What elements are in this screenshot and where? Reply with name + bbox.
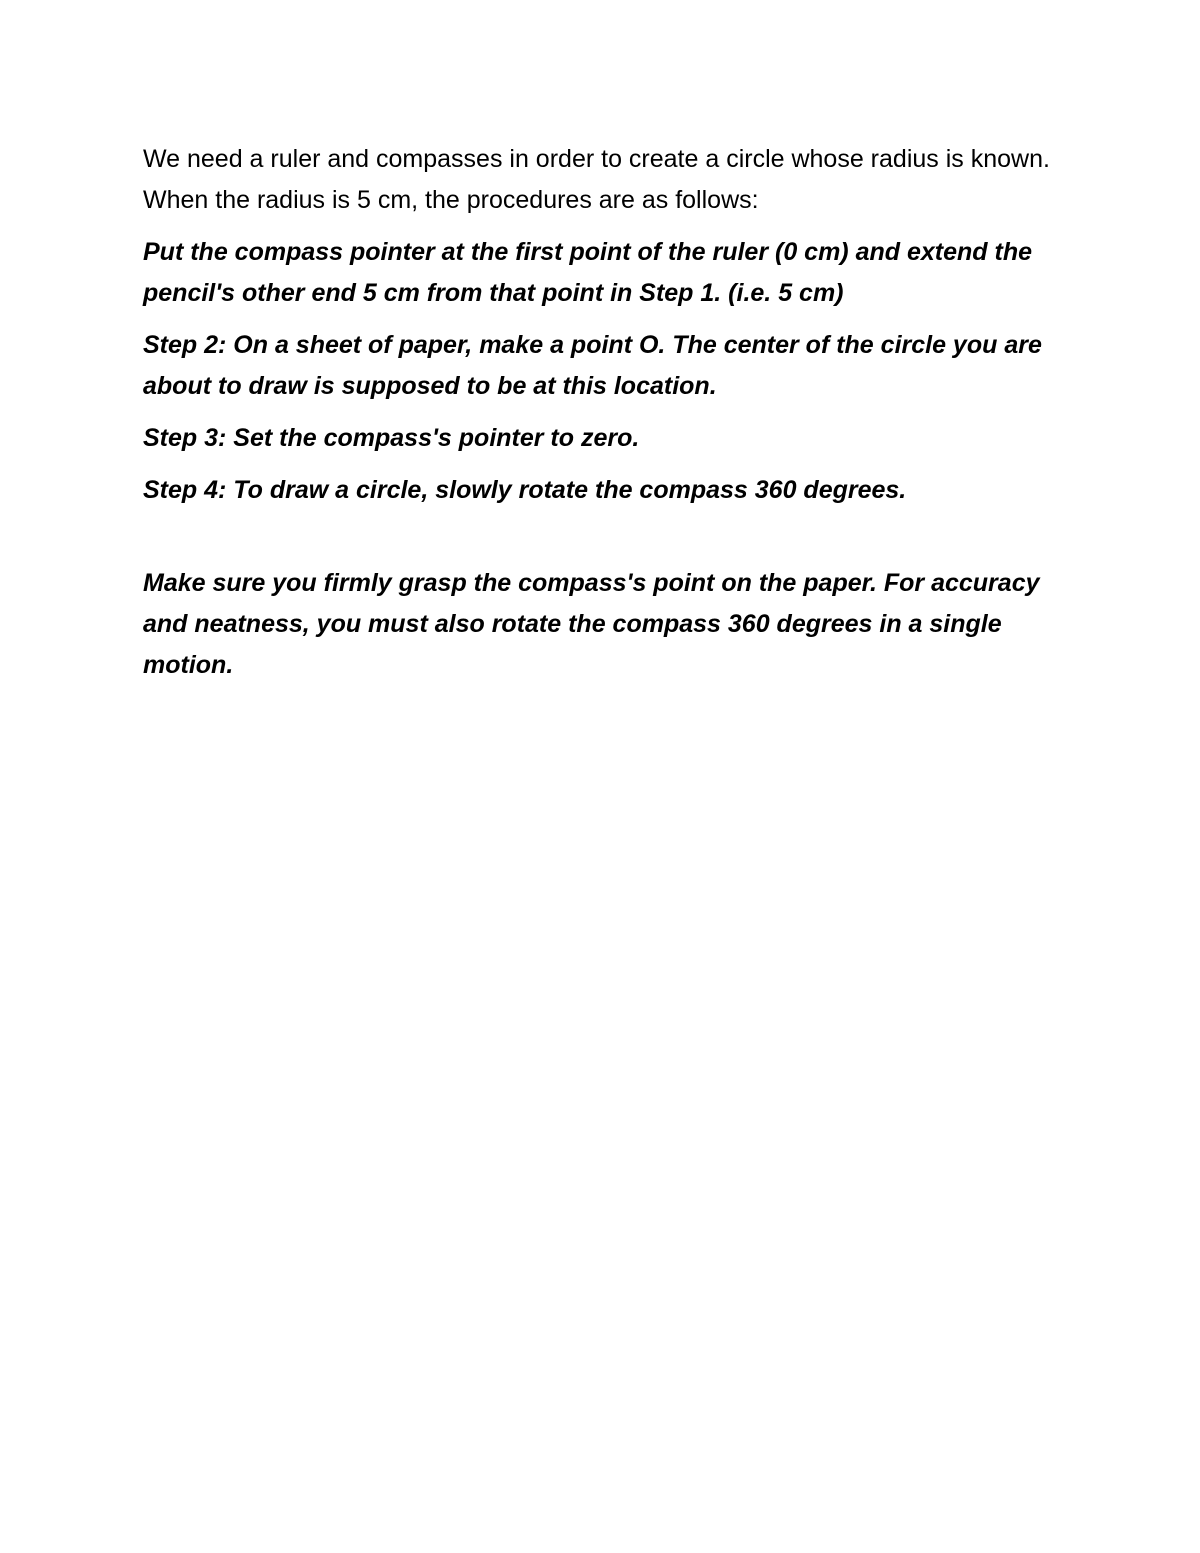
document-body: [143, 139, 1063, 697]
step-1-paragraph: Put the compass pointer at the first point of the ruler (0 cm) and extend the pencil's other end 5 cm from that point in Step 1. (i.e. 5 cm): [143, 238, 1032, 307]
paragraph-spacer: [143, 522, 1063, 563]
note-paragraph: Make sure you firmly grasp the compass's point on the paper. For accuracy and neatness, you must also rotate the compass 360 degrees in a single motion.: [143, 569, 1040, 679]
step-3-paragraph: Step 3: Set the compass's pointer to zero.: [143, 424, 640, 452]
step-4-paragraph: Step 4: To draw a circle, slowly rotate the compass 360 degrees.: [143, 476, 907, 504]
intro-paragraph: We need a ruler and compasses in order to create a circle whose radius is known. When the radius is 5 cm, the procedures are as follows:: [143, 145, 1050, 214]
step-2-paragraph: Step 2: On a sheet of paper, make a point O. The center of the circle you are about to draw is supposed to be at this location.: [143, 331, 1042, 400]
